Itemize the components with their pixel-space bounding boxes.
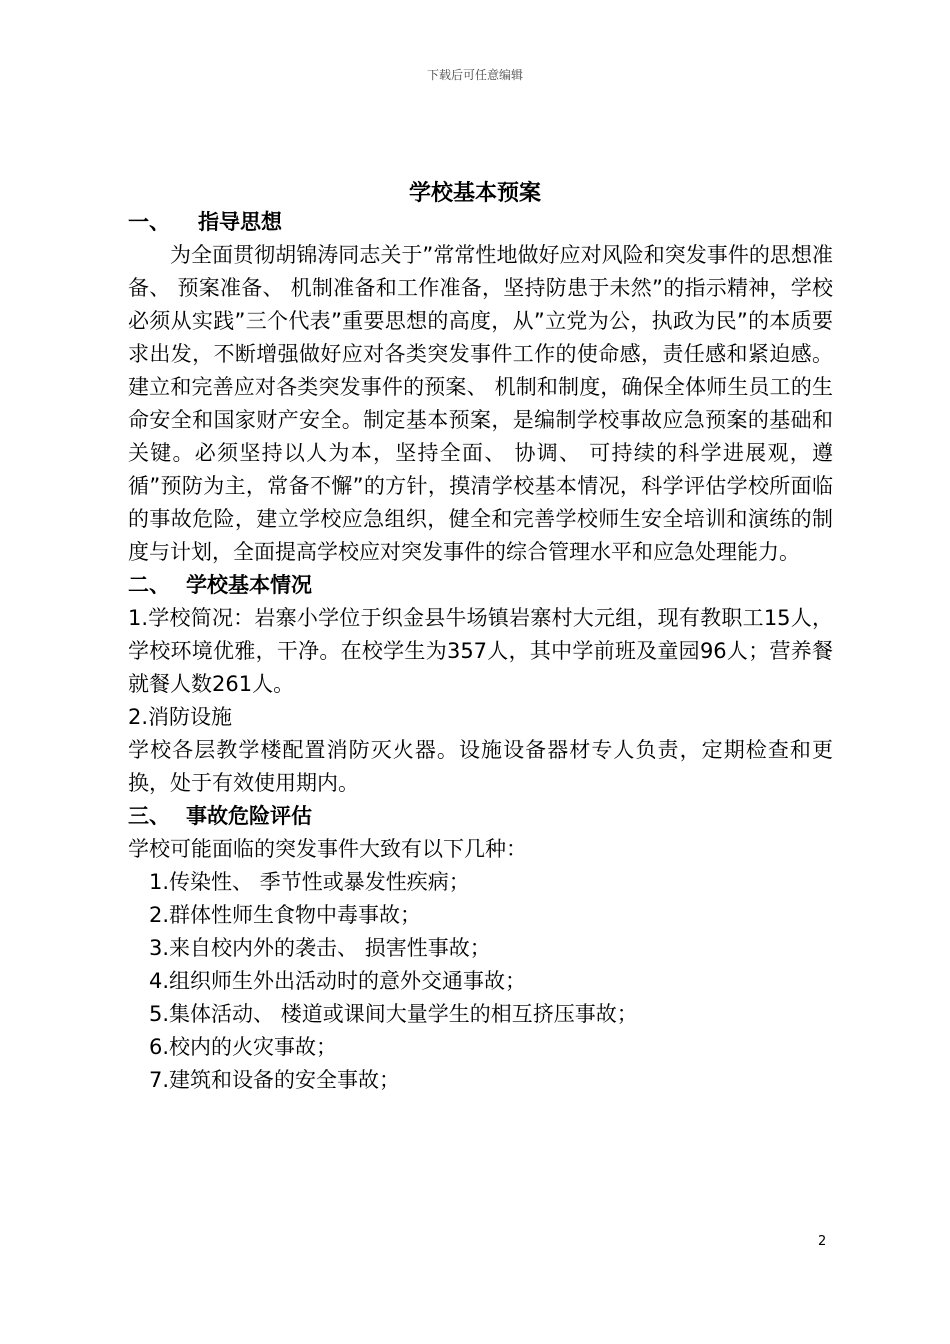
section-number: 三、 bbox=[128, 804, 170, 828]
page-header: 下载后可任意编辑 bbox=[426, 68, 523, 82]
section-number: 二、 bbox=[128, 573, 170, 597]
list-item: 5.集体活动、 楼道或课间大量学生的相互挤压事故； bbox=[149, 1002, 638, 1026]
list-item: 3.来自校内外的袭击、 损害性事故； bbox=[149, 936, 491, 960]
paragraph-risk-intro: 学校可能面临的突发事件大致有以下几种： bbox=[128, 837, 527, 861]
list-item: 2.群体性师生食物中毒事故； bbox=[149, 903, 422, 927]
list-item: 7.建筑和设备的安全事故； bbox=[149, 1068, 401, 1092]
paragraph-school-overview: 1.学校简况：岩寨小学位于织金县牛场镇岩寨村大元组，现有教职工15人，学校环境优雅，干净。在校学生为357人，其中学前班及童园96人；营养餐就餐人数261人。 bbox=[128, 606, 833, 696]
section-title: 事故危险评估 bbox=[186, 804, 312, 828]
document-title: 学校基本预案 bbox=[408, 181, 541, 206]
section-heading-1 bbox=[128, 206, 833, 239]
paragraph-guiding-ideology: 为全面贯彻胡锦涛同志关于”常常性地做好应对风险和突发事件的思想准备、 预案准备、 机制准备和工作准备，坚持防患于未然”的指示精神，学校必须从实践”三个代表”重要思想的高度，从”立党为公，执政为民”的本质要求出发，不断增强做好应对各类突发事件工作的使命感，责任感和紧迫感。建立和完善应对各类突发事件的预案、 机制和制度，确保全体师生员工的生命安全和国家财产安全。制定基本预案，是编制学校事故应急预案的基础和关键。必须坚持以人为本，坚持全面、 协调、 可持续的科学进展观，遵循”预防为主，常备不懈”的方针，摸清学校基本情况，科学评估学校所面临的事故危险，建立学校应急组织，健全和完善学校师生安全培训和演练的制度与计划，全面提高学校应对突发事件的综合管理水平和应急处理能力。 bbox=[128, 243, 833, 564]
section-heading-3 bbox=[128, 800, 833, 833]
section-number: 一、 bbox=[128, 210, 170, 234]
paragraph-fire-facilities: 学校各层教学楼配置消防灭火器。设施设备器材专人负责，定期检查和更换，处于有效使用期内。 bbox=[128, 738, 833, 795]
section-title: 学校基本情况 bbox=[186, 573, 312, 597]
list-item: 1.传染性、 季节性或暴发性疾病； bbox=[149, 870, 470, 894]
list-item: 4.组织师生外出活动时的意外交通事故； bbox=[149, 969, 527, 993]
section-heading-2 bbox=[128, 569, 833, 602]
risk-list bbox=[128, 866, 833, 1097]
subheading-fire-facilities: 2.消防设施 bbox=[128, 705, 233, 729]
section-title: 指导思想 bbox=[198, 210, 282, 234]
page-number: 2 bbox=[818, 1234, 827, 1249]
document-body bbox=[128, 206, 833, 1097]
list-item: 6.校内的火灾事故； bbox=[149, 1035, 338, 1059]
